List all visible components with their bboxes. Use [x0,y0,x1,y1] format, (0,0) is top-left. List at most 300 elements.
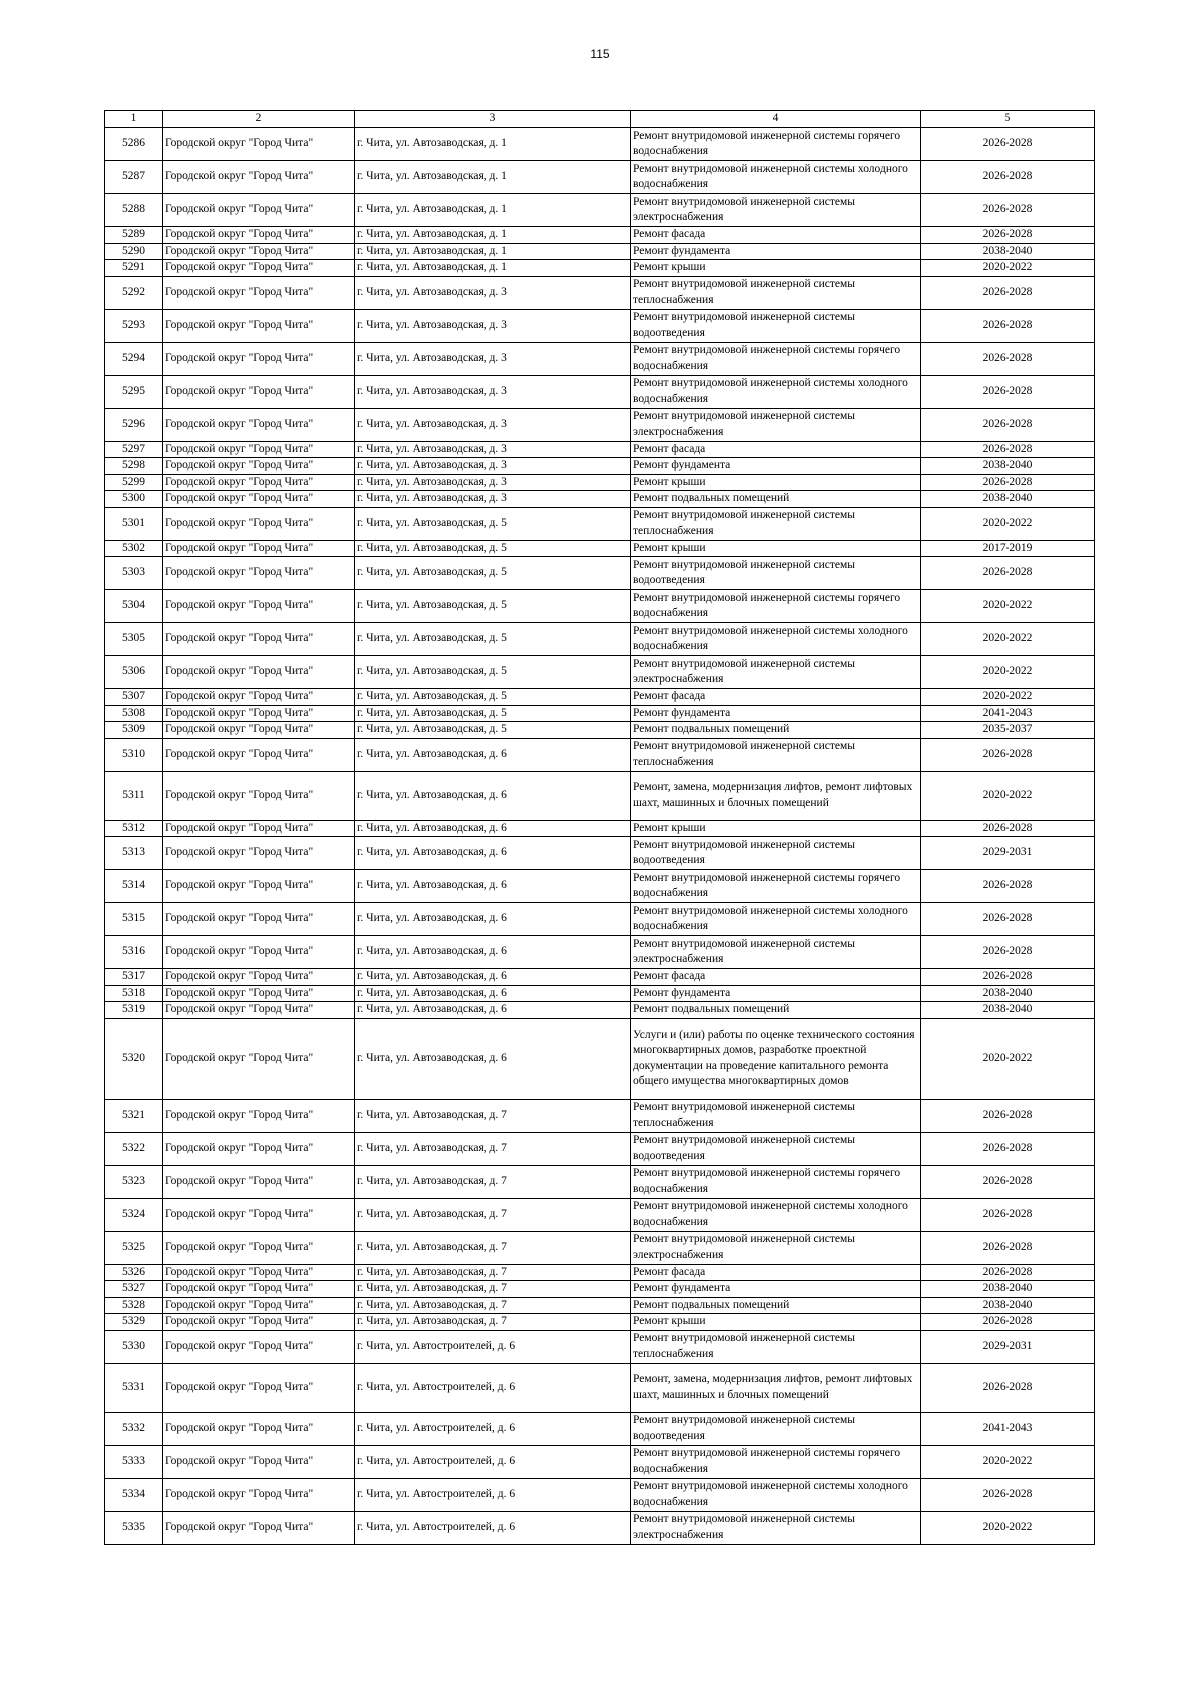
municipality-cell: Городской округ "Город Чита" [163,375,355,408]
row-number: 5288 [105,194,163,227]
address-cell: г. Чита, ул. Автозаводская, д. 6 [355,738,631,771]
table-row [105,820,1095,837]
municipality-cell: Городской округ "Город Чита" [163,1165,355,1198]
address-cell: г. Чита, ул. Автозаводская, д. 3 [355,375,631,408]
work-type-cell: Ремонт крыши [631,260,921,277]
period-cell: 2035-2037 [921,722,1095,739]
period-cell: 2020-2022 [921,656,1095,689]
municipality-cell: Городской округ "Город Чита" [163,1314,355,1331]
table-row [105,1018,1095,1099]
work-type-cell: Ремонт внутридомовой инженерной системы холодного водоснабжения [631,623,921,656]
municipality-cell: Городской округ "Город Чита" [163,837,355,870]
work-type-cell: Ремонт внутридомовой инженерной системы электроснабжения [631,936,921,969]
address-cell: г. Чита, ул. Автозаводская, д. 7 [355,1132,631,1165]
page-number: 115 [590,47,610,61]
work-type-cell: Ремонт, замена, модернизация лифтов, ремонт лифтовых шахт, машинных и блочных помещений [631,771,921,820]
row-number: 5325 [105,1231,163,1264]
work-type-cell: Ремонт фасада [631,1264,921,1281]
municipality-cell: Городской округ "Город Чита" [163,705,355,722]
row-number: 5296 [105,408,163,441]
municipality-cell: Городской округ "Город Чита" [163,771,355,820]
table-row [105,375,1095,408]
address-cell: г. Чита, ул. Автозаводская, д. 7 [355,1297,631,1314]
work-type-cell: Ремонт внутридомовой инженерной системы теплоснабжения [631,507,921,540]
address-cell: г. Чита, ул. Автозаводская, д. 3 [355,309,631,342]
row-number: 5303 [105,557,163,590]
table-row [105,969,1095,986]
address-cell: г. Чита, ул. Автостроителей, д. 6 [355,1412,631,1445]
municipality-cell: Городской округ "Город Чита" [163,1198,355,1231]
period-cell: 2026-2028 [921,870,1095,903]
address-cell: г. Чита, ул. Автозаводская, д. 5 [355,656,631,689]
row-number: 5323 [105,1165,163,1198]
period-cell: 2020-2022 [921,260,1095,277]
municipality-cell: Городской округ "Город Чита" [163,1099,355,1132]
municipality-cell: Городской округ "Город Чита" [163,1231,355,1264]
period-cell: 2041-2043 [921,705,1095,722]
municipality-cell: Городской округ "Город Чита" [163,161,355,194]
period-cell: 2026-2028 [921,474,1095,491]
work-type-cell: Ремонт внутридомовой инженерной системы горячего водоснабжения [631,1445,921,1478]
capital-repair-table [104,110,1095,1545]
table-row [105,771,1095,820]
address-cell: г. Чита, ул. Автозаводская, д. 5 [355,689,631,706]
table-row [105,903,1095,936]
address-cell: г. Чита, ул. Автозаводская, д. 6 [355,870,631,903]
address-cell: г. Чита, ул. Автозаводская, д. 1 [355,161,631,194]
period-cell: 2026-2028 [921,1264,1095,1281]
period-cell: 2026-2028 [921,969,1095,986]
municipality-cell: Городской округ "Город Чита" [163,276,355,309]
period-cell: 2041-2043 [921,1412,1095,1445]
municipality-cell: Городской округ "Город Чита" [163,557,355,590]
work-type-cell: Ремонт крыши [631,540,921,557]
work-type-cell: Ремонт фасада [631,227,921,244]
municipality-cell: Городской округ "Город Чита" [163,1132,355,1165]
row-number: 5305 [105,623,163,656]
period-cell: 2038-2040 [921,985,1095,1002]
table-row [105,507,1095,540]
period-cell: 2026-2028 [921,1478,1095,1511]
period-cell: 2026-2028 [921,227,1095,244]
row-number: 5311 [105,771,163,820]
address-cell: г. Чита, ул. Автозаводская, д. 3 [355,458,631,475]
address-cell: г. Чита, ул. Автозаводская, д. 7 [355,1099,631,1132]
table-row [105,128,1095,161]
period-cell: 2017-2019 [921,540,1095,557]
municipality-cell: Городской округ "Город Чита" [163,623,355,656]
table-row [105,458,1095,475]
municipality-cell: Городской округ "Город Чита" [163,689,355,706]
municipality-cell: Городской округ "Город Чита" [163,540,355,557]
row-number: 5300 [105,491,163,508]
work-type-cell: Ремонт внутридомовой инженерной системы горячего водоснабжения [631,870,921,903]
address-cell: г. Чита, ул. Автозаводская, д. 7 [355,1314,631,1331]
table-row [105,1099,1095,1132]
row-number: 5326 [105,1264,163,1281]
table-row [105,491,1095,508]
address-cell: г. Чита, ул. Автозаводская, д. 5 [355,557,631,590]
row-number: 5294 [105,342,163,375]
work-type-cell: Ремонт внутридомовой инженерной системы электроснабжения [631,1231,921,1264]
address-cell: г. Чита, ул. Автозаводская, д. 6 [355,820,631,837]
row-number: 5309 [105,722,163,739]
municipality-cell: Городской округ "Город Чита" [163,590,355,623]
row-number: 5293 [105,309,163,342]
table-row [105,557,1095,590]
address-cell: г. Чита, ул. Автозаводская, д. 7 [355,1281,631,1298]
table-row [105,441,1095,458]
table-row [105,408,1095,441]
work-type-cell: Ремонт внутридомовой инженерной системы холодного водоснабжения [631,903,921,936]
table-row [105,474,1095,491]
address-cell: г. Чита, ул. Автозаводская, д. 6 [355,837,631,870]
work-type-cell: Ремонт фасада [631,969,921,986]
work-type-cell: Ремонт внутридомовой инженерной системы водоотведения [631,309,921,342]
address-cell: г. Чита, ул. Автозаводская, д. 6 [355,1018,631,1099]
work-type-cell: Ремонт внутридомовой инженерной системы электроснабжения [631,656,921,689]
row-number: 5332 [105,1412,163,1445]
period-cell: 2029-2031 [921,1330,1095,1363]
work-type-cell: Ремонт фундамента [631,458,921,475]
address-cell: г. Чита, ул. Автостроителей, д. 6 [355,1445,631,1478]
table-row [105,1165,1095,1198]
work-type-cell: Ремонт внутридомовой инженерной системы теплоснабжения [631,738,921,771]
work-type-cell: Ремонт фундамента [631,705,921,722]
address-cell: г. Чита, ул. Автозаводская, д. 1 [355,194,631,227]
work-type-cell: Ремонт подвальных помещений [631,491,921,508]
municipality-cell: Городской округ "Город Чита" [163,1018,355,1099]
table-row [105,837,1095,870]
table-row [105,1511,1095,1544]
work-type-cell: Ремонт внутридомовой инженерной системы горячего водоснабжения [631,590,921,623]
address-cell: г. Чита, ул. Автозаводская, д. 6 [355,903,631,936]
table-row [105,342,1095,375]
period-cell: 2026-2028 [921,820,1095,837]
work-type-cell: Ремонт фасада [631,441,921,458]
table-row [105,276,1095,309]
row-number: 5319 [105,1002,163,1019]
period-cell: 2026-2028 [921,1198,1095,1231]
address-cell: г. Чита, ул. Автозаводская, д. 3 [355,276,631,309]
row-number: 5335 [105,1511,163,1544]
work-type-cell: Ремонт внутридомовой инженерной системы водоотведения [631,1132,921,1165]
address-cell: г. Чита, ул. Автозаводская, д. 7 [355,1231,631,1264]
work-type-cell: Ремонт подвальных помещений [631,722,921,739]
municipality-cell: Городской округ "Город Чита" [163,722,355,739]
address-cell: г. Чита, ул. Автозаводская, д. 1 [355,128,631,161]
period-cell: 2038-2040 [921,1297,1095,1314]
municipality-cell: Городской округ "Город Чита" [163,1264,355,1281]
period-cell: 2026-2028 [921,936,1095,969]
table-row [105,1412,1095,1445]
period-cell: 2038-2040 [921,1002,1095,1019]
work-type-cell: Ремонт подвальных помещений [631,1297,921,1314]
address-cell: г. Чита, ул. Автостроителей, д. 6 [355,1363,631,1412]
municipality-cell: Городской округ "Город Чита" [163,441,355,458]
header-col-5: 5 [921,111,1095,128]
table-row [105,260,1095,277]
work-type-cell: Ремонт фундамента [631,985,921,1002]
work-type-cell: Ремонт, замена, модернизация лифтов, ремонт лифтовых шахт, машинных и блочных помещений [631,1363,921,1412]
row-number: 5299 [105,474,163,491]
table-body [105,128,1095,1545]
municipality-cell: Городской округ "Город Чита" [163,870,355,903]
municipality-cell: Городской округ "Город Чита" [163,1363,355,1412]
address-cell: г. Чита, ул. Автозаводская, д. 3 [355,474,631,491]
work-type-cell: Ремонт внутридомовой инженерной системы электроснабжения [631,1511,921,1544]
table-row [105,194,1095,227]
address-cell: г. Чита, ул. Автостроителей, д. 6 [355,1511,631,1544]
address-cell: г. Чита, ул. Автозаводская, д. 6 [355,936,631,969]
municipality-cell: Городской округ "Город Чита" [163,820,355,837]
address-cell: г. Чита, ул. Автозаводская, д. 3 [355,441,631,458]
period-cell: 2026-2028 [921,309,1095,342]
period-cell: 2026-2028 [921,441,1095,458]
municipality-cell: Городской округ "Город Чита" [163,1297,355,1314]
municipality-cell: Городской округ "Город Чита" [163,227,355,244]
address-cell: г. Чита, ул. Автозаводская, д. 5 [355,705,631,722]
table-row [105,985,1095,1002]
row-number: 5327 [105,1281,163,1298]
work-type-cell: Ремонт подвальных помещений [631,1002,921,1019]
period-cell: 2038-2040 [921,243,1095,260]
row-number: 5291 [105,260,163,277]
address-cell: г. Чита, ул. Автозаводская, д. 3 [355,408,631,441]
work-type-cell: Ремонт внутридомовой инженерной системы горячего водоснабжения [631,128,921,161]
row-number: 5302 [105,540,163,557]
period-cell: 2038-2040 [921,458,1095,475]
table-row [105,656,1095,689]
period-cell: 2020-2022 [921,689,1095,706]
address-cell: г. Чита, ул. Автозаводская, д. 5 [355,590,631,623]
municipality-cell: Городской округ "Город Чита" [163,128,355,161]
municipality-cell: Городской округ "Город Чита" [163,1412,355,1445]
row-number: 5318 [105,985,163,1002]
table-row [105,1132,1095,1165]
work-type-cell: Ремонт внутридомовой инженерной системы горячего водоснабжения [631,342,921,375]
row-number: 5308 [105,705,163,722]
municipality-cell: Городской округ "Город Чита" [163,936,355,969]
municipality-cell: Городской округ "Город Чита" [163,1330,355,1363]
period-cell: 2038-2040 [921,491,1095,508]
table-row [105,309,1095,342]
address-cell: г. Чита, ул. Автостроителей, д. 6 [355,1330,631,1363]
work-type-cell: Ремонт внутридомовой инженерной системы холодного водоснабжения [631,161,921,194]
table-row [105,705,1095,722]
row-number: 5313 [105,837,163,870]
row-number: 5307 [105,689,163,706]
period-cell: 2038-2040 [921,1281,1095,1298]
municipality-cell: Городской округ "Город Чита" [163,408,355,441]
municipality-cell: Городской округ "Город Чита" [163,1511,355,1544]
period-cell: 2020-2022 [921,1445,1095,1478]
table-row [105,161,1095,194]
address-cell: г. Чита, ул. Автостроителей, д. 6 [355,1478,631,1511]
work-type-cell: Ремонт внутридомовой инженерной системы холодного водоснабжения [631,375,921,408]
period-cell: 2026-2028 [921,161,1095,194]
period-cell: 2020-2022 [921,507,1095,540]
row-number: 5289 [105,227,163,244]
header-col-3: 3 [355,111,631,128]
period-cell: 2026-2028 [921,375,1095,408]
municipality-cell: Городской округ "Город Чита" [163,1281,355,1298]
row-number: 5317 [105,969,163,986]
table-row [105,590,1095,623]
table-row [105,870,1095,903]
row-number: 5301 [105,507,163,540]
table-row [105,1330,1095,1363]
period-cell: 2029-2031 [921,837,1095,870]
table-row [105,1198,1095,1231]
table-row [105,227,1095,244]
period-cell: 2026-2028 [921,1363,1095,1412]
address-cell: г. Чита, ул. Автозаводская, д. 6 [355,1002,631,1019]
row-number: 5295 [105,375,163,408]
period-cell: 2026-2028 [921,1165,1095,1198]
municipality-cell: Городской округ "Город Чита" [163,194,355,227]
work-type-cell: Ремонт внутридомовой инженерной системы теплоснабжения [631,1099,921,1132]
municipality-cell: Городской округ "Город Чита" [163,243,355,260]
municipality-cell: Городской округ "Город Чита" [163,738,355,771]
work-type-cell: Ремонт внутридомовой инженерной системы водоотведения [631,837,921,870]
period-cell: 2026-2028 [921,342,1095,375]
period-cell: 2026-2028 [921,408,1095,441]
table-row [105,1002,1095,1019]
address-cell: г. Чита, ул. Автозаводская, д. 3 [355,342,631,375]
table-row [105,1363,1095,1412]
period-cell: 2026-2028 [921,194,1095,227]
row-number: 5287 [105,161,163,194]
address-cell: г. Чита, ул. Автозаводская, д. 3 [355,491,631,508]
row-number: 5321 [105,1099,163,1132]
table-row [105,1297,1095,1314]
address-cell: г. Чита, ул. Автозаводская, д. 7 [355,1165,631,1198]
work-type-cell: Ремонт внутридомовой инженерной системы теплоснабжения [631,276,921,309]
row-number: 5310 [105,738,163,771]
period-cell: 2020-2022 [921,771,1095,820]
table-row [105,722,1095,739]
address-cell: г. Чита, ул. Автозаводская, д. 1 [355,243,631,260]
header-row [105,111,1095,128]
address-cell: г. Чита, ул. Автозаводская, д. 5 [355,540,631,557]
row-number: 5329 [105,1314,163,1331]
municipality-cell: Городской округ "Город Чита" [163,656,355,689]
work-type-cell: Ремонт фасада [631,689,921,706]
work-type-cell: Ремонт внутридомовой инженерной системы теплоснабжения [631,1330,921,1363]
municipality-cell: Городской округ "Город Чита" [163,507,355,540]
work-type-cell: Ремонт внутридомовой инженерной системы холодного водоснабжения [631,1198,921,1231]
municipality-cell: Городской округ "Город Чита" [163,491,355,508]
municipality-cell: Городской округ "Город Чита" [163,985,355,1002]
row-number: 5316 [105,936,163,969]
municipality-cell: Городской округ "Город Чита" [163,309,355,342]
address-cell: г. Чита, ул. Автозаводская, д. 1 [355,260,631,277]
row-number: 5314 [105,870,163,903]
period-cell: 2020-2022 [921,590,1095,623]
municipality-cell: Городской округ "Город Чита" [163,260,355,277]
row-number: 5298 [105,458,163,475]
municipality-cell: Городской округ "Город Чита" [163,1478,355,1511]
table-row [105,540,1095,557]
period-cell: 2026-2028 [921,1132,1095,1165]
table-row [105,738,1095,771]
work-type-cell: Ремонт внутридомовой инженерной системы электроснабжения [631,408,921,441]
row-number: 5286 [105,128,163,161]
address-cell: г. Чита, ул. Автозаводская, д. 7 [355,1198,631,1231]
header-col-1: 1 [105,111,163,128]
period-cell: 2026-2028 [921,903,1095,936]
period-cell: 2026-2028 [921,1231,1095,1264]
row-number: 5334 [105,1478,163,1511]
row-number: 5324 [105,1198,163,1231]
table-row [105,1264,1095,1281]
work-type-cell: Ремонт внутридомовой инженерной системы водоотведения [631,557,921,590]
municipality-cell: Городской округ "Город Чита" [163,1002,355,1019]
period-cell: 2026-2028 [921,1314,1095,1331]
period-cell: 2026-2028 [921,738,1095,771]
period-cell: 2026-2028 [921,276,1095,309]
table-row [105,1281,1095,1298]
address-cell: г. Чита, ул. Автозаводская, д. 5 [355,623,631,656]
row-number: 5292 [105,276,163,309]
header-col-2: 2 [163,111,355,128]
address-cell: г. Чита, ул. Автозаводская, д. 1 [355,227,631,244]
row-number: 5304 [105,590,163,623]
work-type-cell: Ремонт крыши [631,1314,921,1331]
address-cell: г. Чита, ул. Автозаводская, д. 5 [355,507,631,540]
work-type-cell: Услуги и (или) работы по оценке технического состояния многоквартирных домов, разработке проектной документации на проведение капитального ремонта общего имущества многоквартирных домов [631,1018,921,1099]
row-number: 5330 [105,1330,163,1363]
period-cell: 2026-2028 [921,128,1095,161]
address-cell: г. Чита, ул. Автозаводская, д. 6 [355,969,631,986]
table-row [105,1445,1095,1478]
table-row [105,936,1095,969]
municipality-cell: Городской округ "Город Чита" [163,342,355,375]
table-row [105,243,1095,260]
table-row [105,1478,1095,1511]
row-number: 5320 [105,1018,163,1099]
table-row [105,689,1095,706]
address-cell: г. Чита, ул. Автозаводская, д. 6 [355,771,631,820]
header-col-4: 4 [631,111,921,128]
work-type-cell: Ремонт внутридомовой инженерной системы горячего водоснабжения [631,1165,921,1198]
row-number: 5322 [105,1132,163,1165]
municipality-cell: Городской округ "Город Чита" [163,1445,355,1478]
municipality-cell: Городской округ "Город Чита" [163,474,355,491]
row-number: 5333 [105,1445,163,1478]
table-row [105,1314,1095,1331]
municipality-cell: Городской округ "Город Чита" [163,458,355,475]
row-number: 5290 [105,243,163,260]
row-number: 5331 [105,1363,163,1412]
period-cell: 2026-2028 [921,1099,1095,1132]
work-type-cell: Ремонт внутридомовой инженерной системы холодного водоснабжения [631,1478,921,1511]
address-cell: г. Чита, ул. Автозаводская, д. 7 [355,1264,631,1281]
work-type-cell: Ремонт внутридомовой инженерной системы электроснабжения [631,194,921,227]
work-type-cell: Ремонт внутридомовой инженерной системы водоотведения [631,1412,921,1445]
period-cell: 2020-2022 [921,1018,1095,1099]
address-cell: г. Чита, ул. Автозаводская, д. 5 [355,722,631,739]
row-number: 5306 [105,656,163,689]
address-cell: г. Чита, ул. Автозаводская, д. 6 [355,985,631,1002]
work-type-cell: Ремонт фундамента [631,1281,921,1298]
period-cell: 2020-2022 [921,1511,1095,1544]
period-cell: 2020-2022 [921,623,1095,656]
work-type-cell: Ремонт фундамента [631,243,921,260]
table-row [105,1231,1095,1264]
row-number: 5315 [105,903,163,936]
